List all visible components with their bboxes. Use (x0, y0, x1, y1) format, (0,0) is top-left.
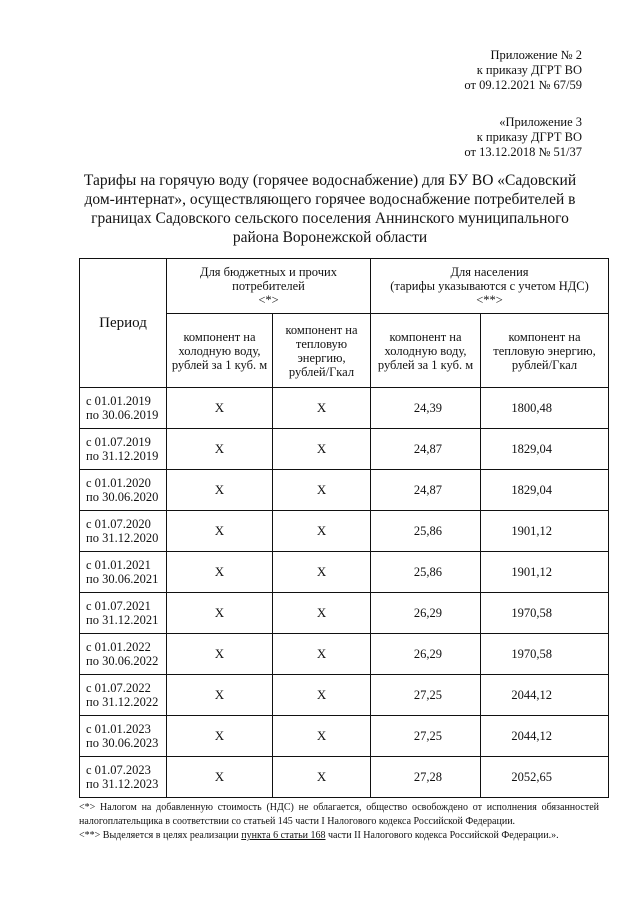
population-heat-energy-cell: 1829,04 (481, 470, 609, 511)
footnote-vat-included (79, 829, 599, 843)
document-title (70, 171, 590, 247)
population-heat-energy-cell: 1901,12 (481, 511, 609, 552)
period-from: с 01.07.2019 (86, 435, 151, 449)
budget-heat-energy-cell: Х (273, 634, 371, 675)
period-cell (80, 716, 167, 757)
budget-cold-water-cell: Х (167, 511, 273, 552)
appendix-original-header (464, 115, 582, 160)
population-cold-water-cell: 27,28 (371, 757, 481, 798)
period-from: с 01.01.2021 (86, 558, 151, 572)
budget-header-line1: Для бюджетных и прочих (200, 265, 337, 279)
population-cold-water-cell: 27,25 (371, 716, 481, 757)
tax-code-reference-link[interactable]: пункта 6 статьи 168 (241, 830, 326, 841)
table-row (80, 511, 609, 552)
budget-heat-energy-cell: Х (273, 757, 371, 798)
footnote2-text-before: <**> Выделяется в целях реализации (79, 830, 242, 841)
population-heat-energy-cell: 1901,12 (481, 552, 609, 593)
population-cold-water-cell: 24,87 (371, 429, 481, 470)
population-cold-water-cell: 27,25 (371, 675, 481, 716)
period-cell (80, 757, 167, 798)
period-column-header: Период (80, 259, 167, 388)
period-to: по 30.06.2019 (86, 408, 159, 422)
title-line2: дом-интернат», осуществляющего горячее водоснабжение потребителей в (84, 191, 576, 208)
appendix-current-line2: к приказу ДГРТ ВО (476, 63, 582, 77)
population-header (371, 259, 609, 314)
period-cell (80, 634, 167, 675)
budget-cold-water-cell: Х (167, 634, 273, 675)
title-line4: района Воронежской области (232, 229, 428, 246)
budget-heat-energy-cell: Х (273, 388, 371, 429)
population-header-line1: Для населения (450, 265, 529, 279)
footnote-vat-exempt: <*> Налогом на добавленную стоимость (НДС) не облагается, общество освобождено от исполнения обязанностей налогоплательщика в соответствии со статьей 145 части I Налогового кодекса Российской Федерации. (79, 802, 599, 827)
population-heat-energy-cell: 1829,04 (481, 429, 609, 470)
budget-heat-energy-cell: Х (273, 716, 371, 757)
period-to: по 30.06.2022 (86, 654, 159, 668)
period-from: с 01.07.2022 (86, 681, 151, 695)
population-cold-water-cell: 24,39 (371, 388, 481, 429)
population-header-line2: (тарифы указываются с учетом НДС) (390, 279, 589, 293)
budget-cold-water-cell: Х (167, 757, 273, 798)
budget-cold-water-cell: Х (167, 716, 273, 757)
appendix-original-line2: к приказу ДГРТ ВО (476, 130, 582, 144)
period-cell (80, 429, 167, 470)
population-cold-water-cell: 26,29 (371, 593, 481, 634)
budget-cold-water-cell: Х (167, 675, 273, 716)
population-heat-energy-cell: 2052,65 (481, 757, 609, 798)
tariff-table-body (80, 388, 609, 798)
period-to: по 31.12.2020 (86, 531, 159, 545)
population-heat-energy-cell: 1800,48 (481, 388, 609, 429)
budget-cold-water-cell: Х (167, 470, 273, 511)
period-cell (80, 552, 167, 593)
period-from: с 01.07.2020 (86, 517, 151, 531)
tariff-table (79, 258, 609, 798)
budget-heat-energy-cell: Х (273, 593, 371, 634)
population-cold-water-cell: 25,86 (371, 511, 481, 552)
period-cell (80, 511, 167, 552)
table-row (80, 593, 609, 634)
budget-cold-water-cell: Х (167, 429, 273, 470)
period-cell (80, 675, 167, 716)
table-row (80, 675, 609, 716)
population-cold-water-header: компонент на холодную воду, рублей за 1 куб. м (371, 314, 481, 388)
period-from: с 01.01.2022 (86, 640, 151, 654)
title-line1: Тарифы на горячую воду (горячее водоснабжение) для БУ ВО «Садовский (83, 172, 577, 189)
budget-cold-water-cell: Х (167, 593, 273, 634)
budget-heat-energy-cell: Х (273, 552, 371, 593)
population-heat-energy-cell: 2044,12 (481, 716, 609, 757)
population-cold-water-cell: 26,29 (371, 634, 481, 675)
population-heat-energy-cell: 1970,58 (481, 634, 609, 675)
budget-header-footnote-mark: <*> (258, 293, 279, 307)
budget-cold-water-cell: Х (167, 388, 273, 429)
period-to: по 31.12.2019 (86, 449, 159, 463)
population-cold-water-cell: 25,86 (371, 552, 481, 593)
period-cell (80, 388, 167, 429)
budget-heat-energy-cell: Х (273, 429, 371, 470)
period-to: по 31.12.2021 (86, 613, 159, 627)
population-heat-energy-header: компонент на тепловую энергию, рублей/Гкал (481, 314, 609, 388)
table-row (80, 470, 609, 511)
period-cell (80, 470, 167, 511)
title-line3: границах Садовского сельского поселения Аннинского муниципального (91, 210, 569, 227)
period-to: по 30.06.2023 (86, 736, 159, 750)
population-heat-energy-cell: 1970,58 (481, 593, 609, 634)
budget-cold-water-cell: Х (167, 552, 273, 593)
period-from: с 01.07.2021 (86, 599, 151, 613)
period-from: с 01.01.2023 (86, 722, 151, 736)
appendix-current-line3: от 09.12.2021 № 67/59 (464, 78, 582, 92)
appendix-original-line3: от 13.12.2018 № 51/37 (464, 145, 582, 159)
period-to: по 30.06.2020 (86, 490, 159, 504)
period-from: с 01.07.2023 (86, 763, 151, 777)
budget-heat-energy-cell: Х (273, 470, 371, 511)
period-from: с 01.01.2019 (86, 394, 151, 408)
table-row (80, 552, 609, 593)
budget-heat-energy-cell: Х (273, 675, 371, 716)
table-row (80, 634, 609, 675)
population-heat-energy-cell: 2044,12 (481, 675, 609, 716)
appendix-original-line1: «Приложение 3 (499, 115, 582, 129)
budget-consumers-header (167, 259, 371, 314)
table-row (80, 757, 609, 798)
footnotes (79, 801, 599, 843)
period-cell (80, 593, 167, 634)
table-row (80, 716, 609, 757)
appendix-current-header (464, 48, 582, 93)
period-to: по 31.12.2022 (86, 695, 159, 709)
budget-heat-energy-header: компонент на тепловую энергию, рублей/Гкал (273, 314, 371, 388)
period-from: с 01.01.2020 (86, 476, 151, 490)
population-header-footnote-mark: <**> (476, 293, 503, 307)
period-to: по 30.06.2021 (86, 572, 159, 586)
table-row (80, 388, 609, 429)
footnote2-text-after: части II Налогового кодекса Российской Федерации.». (325, 830, 559, 841)
budget-heat-energy-cell: Х (273, 511, 371, 552)
table-row (80, 429, 609, 470)
budget-header-line2: потребителей (232, 279, 305, 293)
budget-cold-water-header: компонент на холодную воду, рублей за 1 куб. м (167, 314, 273, 388)
population-cold-water-cell: 24,87 (371, 470, 481, 511)
appendix-current-line1: Приложение № 2 (490, 48, 582, 62)
period-to: по 31.12.2023 (86, 777, 159, 791)
